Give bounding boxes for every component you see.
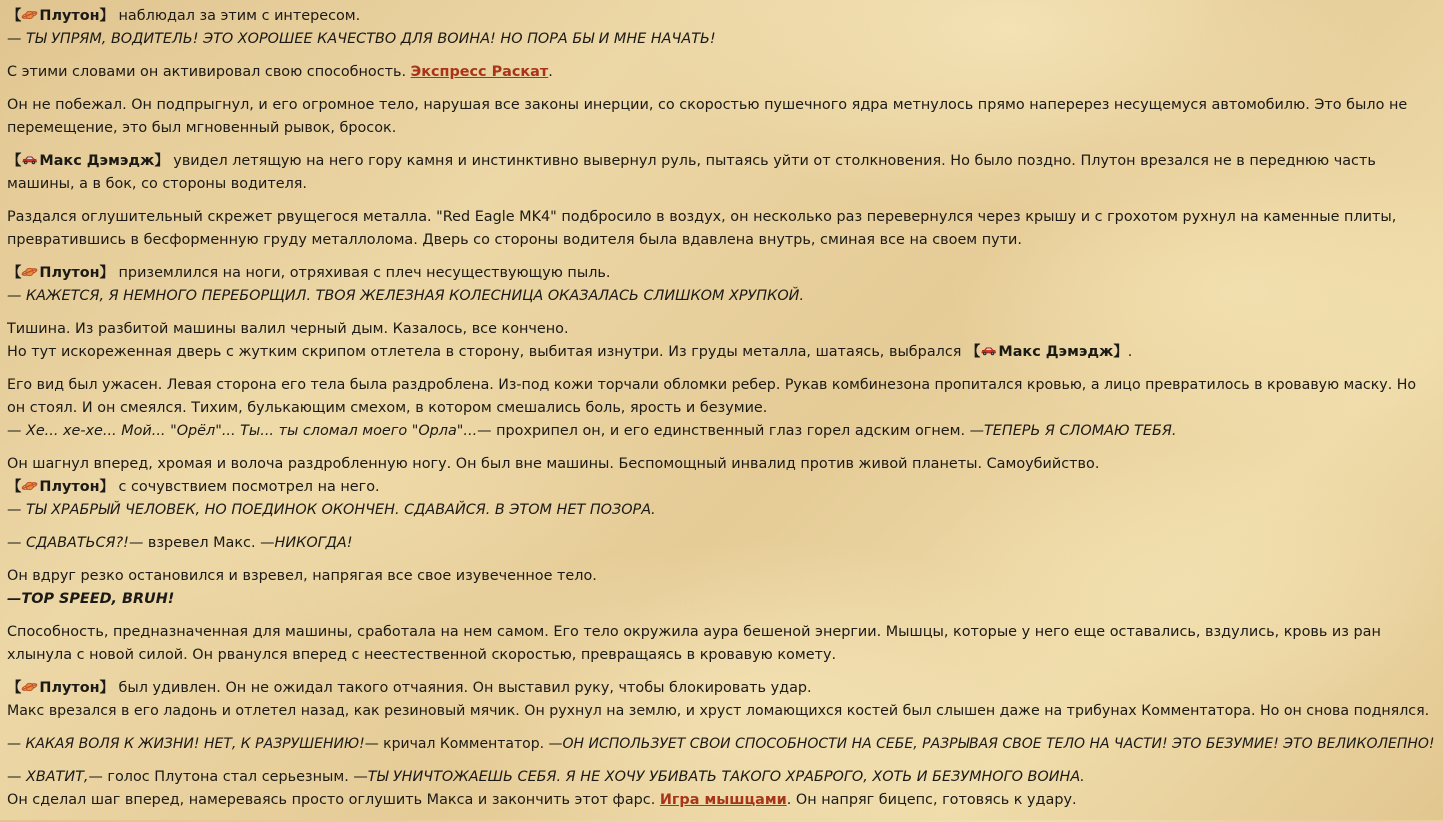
narration: Его вид был ужасен. Левая сторона его тела была раздроблена. Из-под кожи торчали обломки ребер. Рукав комбинезона пропитался кровью, а лицо превратилось в кровавую маску. Но (7, 377, 1417, 393)
speech: ТЫ УНИЧТОЖАЕШЬ СЕБЯ. Я НЕ ХОЧУ УБИВАТЬ ТАКОГО ХРАБРОГО, ХОТЬ И БЕЗУМНОГО ВОИНА. (367, 769, 1085, 785)
character-name: Плутон (39, 8, 100, 24)
planet-icon (21, 480, 38, 492)
speech-line: — ТЫ ХРАБРЫЙ ЧЕЛОВЕК, НО ПОЕДИНОК ОКОНЧЕН. СДАВАЙСЯ. В ЭТОМ НЕТ ПОЗОРА. (7, 502, 656, 518)
paragraph (7, 733, 1435, 756)
planet-icon (21, 266, 38, 278)
planet-icon (21, 9, 38, 21)
speech-line: —TOP SPEED, BRUH! (7, 591, 175, 607)
paragraph (7, 453, 1435, 522)
paragraph (7, 565, 1435, 611)
narration: . Он напряг бицепс, готовясь к удару. (786, 792, 1077, 808)
paragraph (7, 150, 1435, 196)
narration: Он шагнул вперед, хромая и волоча раздробленную ногу. Он был вне машины. Беспомощный инвалид против живой планеты. Самоубийство. (7, 456, 1100, 472)
skill-link-igra-myshtsami[interactable]: Игра мышцами (659, 792, 787, 808)
car-icon (980, 345, 997, 357)
speech: — ХВАТИТ, (7, 769, 89, 785)
character-name: Плутон (39, 265, 100, 281)
narration: с сочувствием посмотрел на него. (113, 479, 380, 495)
narration: Он сделал шаг вперед, намереваясь просто оглушить Макса и закончить этот фарс. (7, 792, 660, 808)
planet-icon (21, 681, 38, 693)
character-tag-pluto: 【 Плутон】 (7, 265, 114, 281)
character-name: Плутон (39, 680, 100, 696)
character-tag-pluto: 【 Плутон】 (7, 479, 114, 495)
paragraph (7, 621, 1435, 667)
narration: Тишина. Из разбитой машины валил черный дым. Казалось, все кончено. (7, 321, 569, 337)
character-name: Макс Дэмэдж (39, 153, 155, 169)
speech-line: — ТЫ УПРЯМ, ВОДИТЕЛЬ! ЭТО ХОРОШЕЕ КАЧЕСТВО ДЛЯ ВОИНА! НО ПОРА БЫ И МНЕ НАЧАТЬ! (7, 31, 716, 47)
paragraph (7, 206, 1435, 252)
narration: превратившись в бесформенную груду металлолома. Дверь со стороны водителя была вдавлена внутрь, сминая все на своем пути. (7, 232, 1022, 248)
narration: — кричал Комментатор. — (364, 736, 563, 752)
narration: наблюдал за этим с интересом. (113, 8, 361, 24)
paragraph (7, 532, 1435, 555)
car-icon (21, 154, 38, 166)
paragraph (7, 94, 1435, 140)
narration: Но тут искореженная дверь с жутким скрипом отлетела в сторону, выбитая изнутри. Из груды металла, шатаясь, выбрался (7, 344, 966, 360)
narration: увидел летящую на него гору камня и инстинктивно вывернул руль, пытаясь уйти от столкновения. Но было поздно. Плутон врезался не в переднюю часть (168, 153, 1376, 169)
narration: Макс врезался в его ладонь и отлетел назад, как резиновый мячик. Он рухнул на землю, и хруст ломающихся костей был слышен даже на трибунах Комментатора. Но он снова поднялся. (7, 703, 1430, 719)
narration: Он вдруг резко остановился и взревел, напрягая все свое изувеченное тело. (7, 568, 597, 584)
character-tag-pluto: 【 Плутон】 (7, 680, 114, 696)
narration: был удивлен. Он не ожидал такого отчаяния. Он выставил руку, чтобы блокировать удар. (113, 680, 812, 696)
paragraph (7, 262, 1435, 308)
paragraph: Тишина. Из разбитой машины валил черный дым. Казалось, все кончено. Но тут искореженная дверь с жутким скрипом отлетела в сторону, выбитая изнутри. Из груды металла, шатаясь, выбрался 【 Макс Дэмэдж】. (7, 318, 1435, 364)
narration: приземлился на ноги, отряхивая с плеч несуществующую пыль. (113, 265, 611, 281)
speech: — КАКАЯ ВОЛЯ К ЖИЗНИ! НЕТ, К РАЗРУШЕНИЮ! (7, 736, 365, 752)
narration: машины, а в бок, со стороны водителя. (7, 176, 308, 192)
skill-link-express-raskat[interactable]: Экспресс Раскат (410, 64, 549, 80)
speech-line: — КАЖЕТСЯ, Я НЕМНОГО ПЕРЕБОРЩИЛ. ТВОЯ ЖЕЛЕЗНАЯ КОЛЕСНИЦА ОКАЗАЛАСЬ СЛИШКОМ ХРУПКОЙ. (7, 288, 805, 304)
paragraph (7, 766, 1435, 812)
speech: ТЕПЕРЬ Я СЛОМАЮ ТЕБЯ. (984, 423, 1177, 439)
speech: НИКОГДА! (274, 535, 353, 551)
narration: Раздался оглушительный скрежет рвущегося металла. "Red Eagle MK4" подбросило в воздух, он несколько раз перевернулся через крышу и с грохотом рухнул на каменные плиты, (7, 209, 1397, 225)
character-tag-max: 【 Макс Дэмэдж】 (965, 344, 1128, 360)
narration: С этими словами он активировал свою способность. (7, 64, 411, 80)
narration: — прохрипел он, и его единственный глаз горел адским огнем. — (477, 423, 984, 439)
narration: Он не побежал. Он подпрыгнул, и его огромное тело, нарушая все законы инерции, со скоростью пушечного ядра метнулось прямо наперерез несущемуся автомобилю. Это было не (7, 97, 1408, 113)
narration: — голос Плутона стал серьезным. — (88, 769, 368, 785)
character-name: Макс Дэмэдж (998, 344, 1114, 360)
narration: хлынула с новой силой. Он рванулся вперед с неестественной скоростью, превращаясь в кровавую комету. (7, 647, 837, 663)
story-text (7, 5, 1435, 822)
speech: ОН ИСПОЛЬЗУЕТ СВОИ СПОСОБНОСТИ НА СЕБЕ, РАЗРЫВАЯ СВОЕ ТЕЛО НА ЧАСТИ! ЭТО БЕЗУМИЕ! ЭТО ВЕЛИКОЛЕПНО! (562, 736, 1435, 752)
paragraph (7, 677, 1435, 723)
character-tag-max: 【 Макс Дэмэдж】 (7, 153, 169, 169)
paragraph (7, 374, 1435, 443)
narration: Способность, предназначенная для машины, сработала на нем самом. Его тело окружила аура бешеной энергии. Мышцы, которые у него еще оставались, вздулись, кровь из ран (7, 624, 1381, 640)
paragraph (7, 5, 1435, 51)
character-name: Плутон (39, 479, 100, 495)
narration: он стоял. И он смеялся. Тихим, булькающим смехом, в котором смешались боль, ярость и безумие. (7, 400, 768, 416)
speech: — СДАВАТЬСЯ?! (7, 535, 129, 551)
narration: перемещение, это был мгновенный рывок, бросок. (7, 120, 397, 136)
character-tag-pluto: 【 Плутон】 (7, 8, 114, 24)
narration: — взревел Макс. — (128, 535, 275, 551)
paragraph: С этими словами он активировал свою способность. Экспресс Раскат. (7, 64, 553, 80)
action-line (7, 5, 1435, 28)
speech: — Хе... хе-хе... Мой... "Орёл"... Ты... ты сломал моего "Орла"... (7, 423, 478, 439)
